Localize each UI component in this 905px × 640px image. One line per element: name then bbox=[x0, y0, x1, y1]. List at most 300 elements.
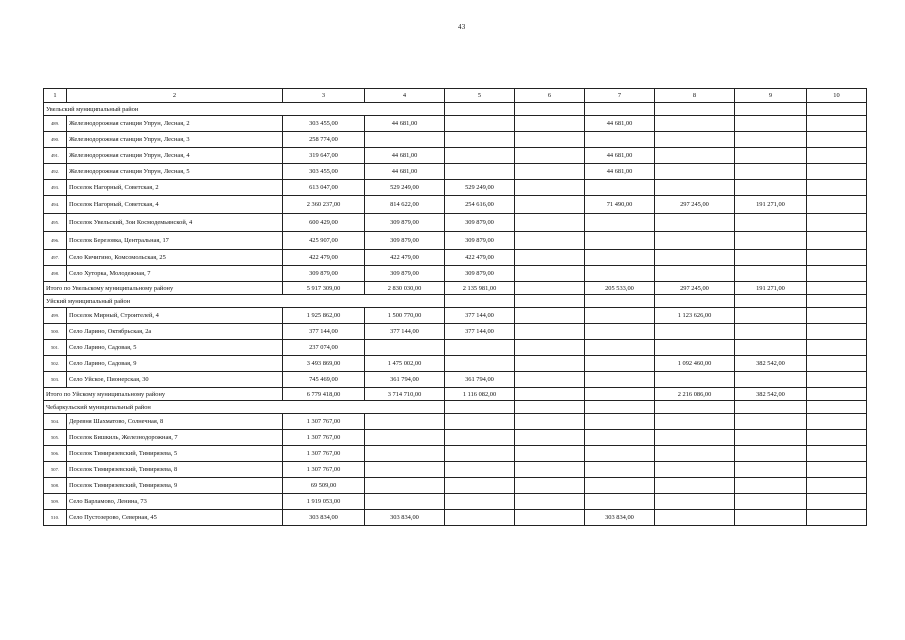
header-cell: 2 bbox=[67, 89, 283, 103]
row-number: 497. bbox=[44, 250, 67, 266]
value-cell bbox=[807, 324, 867, 340]
value-cell: 745 469,00 bbox=[283, 372, 365, 388]
row-number: 504. bbox=[44, 414, 67, 430]
value-cell bbox=[515, 462, 585, 478]
value-cell: 2 216 086,00 bbox=[655, 388, 735, 401]
value-cell bbox=[807, 232, 867, 250]
value-cell: 2 830 030,00 bbox=[365, 282, 445, 295]
value-cell bbox=[735, 266, 807, 282]
value-cell: 382 542,00 bbox=[735, 388, 807, 401]
value-cell bbox=[515, 414, 585, 430]
value-cell bbox=[515, 510, 585, 526]
value-cell bbox=[365, 414, 445, 430]
value-cell bbox=[655, 180, 735, 196]
value-cell bbox=[365, 494, 445, 510]
value-cell bbox=[735, 214, 807, 232]
value-cell bbox=[585, 414, 655, 430]
value-cell bbox=[515, 372, 585, 388]
value-cell: 44 681,00 bbox=[365, 164, 445, 180]
table-row bbox=[44, 446, 867, 462]
value-cell bbox=[735, 180, 807, 196]
value-cell: 1 307 767,00 bbox=[283, 430, 365, 446]
empty-cell bbox=[655, 295, 735, 308]
value-cell bbox=[655, 324, 735, 340]
header-cell: 1 bbox=[44, 89, 67, 103]
table-row bbox=[44, 372, 867, 388]
value-cell: 309 879,00 bbox=[365, 266, 445, 282]
table-row bbox=[44, 214, 867, 232]
value-cell bbox=[585, 266, 655, 282]
value-cell: 254 616,00 bbox=[445, 196, 515, 214]
value-cell: 309 879,00 bbox=[365, 214, 445, 232]
empty-cell bbox=[735, 295, 807, 308]
value-cell bbox=[655, 214, 735, 232]
empty-cell bbox=[585, 103, 655, 116]
value-cell bbox=[585, 372, 655, 388]
value-cell bbox=[445, 510, 515, 526]
value-cell bbox=[655, 478, 735, 494]
value-cell bbox=[735, 164, 807, 180]
value-cell: 309 879,00 bbox=[445, 214, 515, 232]
table-row bbox=[44, 462, 867, 478]
value-cell: 69 509,00 bbox=[283, 478, 365, 494]
value-cell bbox=[807, 462, 867, 478]
value-cell: 237 074,00 bbox=[283, 340, 365, 356]
value-cell bbox=[735, 372, 807, 388]
value-cell bbox=[445, 148, 515, 164]
address-cell: Село Кичигино, Комсомольская, 25 bbox=[67, 250, 283, 266]
header-cell: 9 bbox=[735, 89, 807, 103]
address-cell: Деревня Шахматово, Солнечная, 8 bbox=[67, 414, 283, 430]
table-row bbox=[44, 180, 867, 196]
value-cell bbox=[655, 446, 735, 462]
value-cell: 382 542,00 bbox=[735, 356, 807, 372]
value-cell bbox=[515, 250, 585, 266]
address-cell: Село Варламово, Ленина, 73 bbox=[67, 494, 283, 510]
value-cell: 425 907,00 bbox=[283, 232, 365, 250]
value-cell bbox=[735, 446, 807, 462]
value-cell: 1 475 002,00 bbox=[365, 356, 445, 372]
value-cell bbox=[515, 266, 585, 282]
value-cell: 303 834,00 bbox=[283, 510, 365, 526]
address-cell: Железнодорожная станция Упрун, Лесная, 4 bbox=[67, 148, 283, 164]
value-cell bbox=[807, 356, 867, 372]
total-label: Итого по Увельскому муниципальному району bbox=[44, 282, 283, 295]
value-cell: 303 834,00 bbox=[585, 510, 655, 526]
value-cell bbox=[735, 462, 807, 478]
value-cell: 309 879,00 bbox=[445, 232, 515, 250]
row-number: 495. bbox=[44, 214, 67, 232]
value-cell bbox=[807, 372, 867, 388]
total-label: Итого по Уйскому муниципальному району bbox=[44, 388, 283, 401]
value-cell bbox=[807, 282, 867, 295]
value-cell bbox=[585, 180, 655, 196]
value-cell bbox=[365, 430, 445, 446]
address-cell: Поселок Березовка, Центральная, 17 bbox=[67, 232, 283, 250]
address-cell: Село Пустозерово, Северная, 45 bbox=[67, 510, 283, 526]
value-cell: 814 622,00 bbox=[365, 196, 445, 214]
empty-cell bbox=[807, 103, 867, 116]
value-cell bbox=[807, 388, 867, 401]
page-number: 43 bbox=[458, 23, 466, 31]
value-cell bbox=[515, 356, 585, 372]
value-cell bbox=[807, 132, 867, 148]
value-cell bbox=[515, 478, 585, 494]
value-cell bbox=[585, 250, 655, 266]
value-cell: 303 455,00 bbox=[283, 164, 365, 180]
value-cell: 3 714 710,00 bbox=[365, 388, 445, 401]
value-cell bbox=[655, 430, 735, 446]
value-cell: 1 925 862,00 bbox=[283, 308, 365, 324]
address-cell: Поселок Нагорный, Советская, 4 bbox=[67, 196, 283, 214]
value-cell bbox=[515, 430, 585, 446]
row-number: 492. bbox=[44, 164, 67, 180]
value-cell bbox=[655, 266, 735, 282]
value-cell bbox=[655, 148, 735, 164]
table-row bbox=[44, 196, 867, 214]
address-cell: Поселок Увельский, Зои Космодемьянской, 4 bbox=[67, 214, 283, 232]
header-cell: 4 bbox=[365, 89, 445, 103]
value-cell bbox=[735, 250, 807, 266]
table-row bbox=[44, 132, 867, 148]
empty-cell bbox=[655, 401, 735, 414]
row-number: 491. bbox=[44, 148, 67, 164]
value-cell bbox=[515, 232, 585, 250]
value-cell: 44 681,00 bbox=[365, 148, 445, 164]
section-title: Чебаркульский муниципальный район bbox=[44, 401, 445, 414]
row-number: 489. bbox=[44, 116, 67, 132]
value-cell bbox=[807, 430, 867, 446]
header-cell: 3 bbox=[283, 89, 365, 103]
value-cell bbox=[585, 446, 655, 462]
row-number: 510. bbox=[44, 510, 67, 526]
value-cell: 303 455,00 bbox=[283, 116, 365, 132]
value-cell bbox=[735, 494, 807, 510]
value-cell bbox=[445, 116, 515, 132]
address-cell: Село Ларино, Октябрьская, 2а bbox=[67, 324, 283, 340]
empty-cell bbox=[655, 103, 735, 116]
address-cell: Село Уйское, Пионерская, 30 bbox=[67, 372, 283, 388]
value-cell: 205 533,00 bbox=[585, 282, 655, 295]
value-cell bbox=[807, 164, 867, 180]
value-cell bbox=[807, 116, 867, 132]
value-cell: 319 647,00 bbox=[283, 148, 365, 164]
value-cell bbox=[807, 446, 867, 462]
value-cell bbox=[515, 196, 585, 214]
value-cell bbox=[735, 116, 807, 132]
value-cell bbox=[807, 148, 867, 164]
table-row bbox=[44, 232, 867, 250]
value-cell bbox=[515, 446, 585, 462]
table-row bbox=[44, 510, 867, 526]
value-cell bbox=[445, 132, 515, 148]
value-cell bbox=[585, 388, 655, 401]
value-cell bbox=[585, 494, 655, 510]
value-cell bbox=[655, 250, 735, 266]
value-cell bbox=[585, 214, 655, 232]
value-cell bbox=[585, 340, 655, 356]
value-cell: 309 879,00 bbox=[283, 266, 365, 282]
address-cell: Село Ларино, Садовая, 5 bbox=[67, 340, 283, 356]
value-cell bbox=[807, 214, 867, 232]
address-cell: Железнодорожная станция Упрун, Лесная, 2 bbox=[67, 116, 283, 132]
value-cell: 422 479,00 bbox=[283, 250, 365, 266]
empty-cell bbox=[585, 295, 655, 308]
value-cell: 529 249,00 bbox=[365, 180, 445, 196]
value-cell: 1 307 767,00 bbox=[283, 414, 365, 430]
value-cell bbox=[735, 430, 807, 446]
empty-cell bbox=[445, 103, 515, 116]
empty-cell bbox=[445, 401, 515, 414]
header-cell: 10 bbox=[807, 89, 867, 103]
value-cell bbox=[585, 308, 655, 324]
value-cell: 1 919 053,00 bbox=[283, 494, 365, 510]
value-cell: 6 779 418,00 bbox=[283, 388, 365, 401]
empty-cell bbox=[807, 295, 867, 308]
address-cell: Железнодорожная станция Упрун, Лесная, 3 bbox=[67, 132, 283, 148]
value-cell bbox=[807, 478, 867, 494]
address-cell: Поселок Тимирязевский, Тимирязева, 9 bbox=[67, 478, 283, 494]
table-row bbox=[44, 250, 867, 266]
value-cell bbox=[515, 308, 585, 324]
value-cell bbox=[655, 232, 735, 250]
header-cell: 7 bbox=[585, 89, 655, 103]
row-number: 503. bbox=[44, 372, 67, 388]
value-cell: 297 245,00 bbox=[655, 196, 735, 214]
value-cell bbox=[807, 494, 867, 510]
value-cell bbox=[655, 414, 735, 430]
value-cell bbox=[515, 214, 585, 232]
empty-cell bbox=[585, 401, 655, 414]
value-cell: 309 879,00 bbox=[445, 266, 515, 282]
row-number: 505. bbox=[44, 430, 67, 446]
section-row bbox=[44, 295, 867, 308]
value-cell: 44 681,00 bbox=[585, 116, 655, 132]
value-cell bbox=[515, 388, 585, 401]
value-cell bbox=[515, 116, 585, 132]
table-row bbox=[44, 430, 867, 446]
value-cell bbox=[807, 266, 867, 282]
header-cell: 5 bbox=[445, 89, 515, 103]
value-cell bbox=[807, 414, 867, 430]
value-cell: 600 429,00 bbox=[283, 214, 365, 232]
value-cell bbox=[515, 494, 585, 510]
value-cell: 44 681,00 bbox=[365, 116, 445, 132]
register-table bbox=[43, 88, 867, 526]
value-cell bbox=[585, 430, 655, 446]
table-row bbox=[44, 324, 867, 340]
row-number: 496. bbox=[44, 232, 67, 250]
value-cell bbox=[807, 196, 867, 214]
row-number: 499. bbox=[44, 308, 67, 324]
row-number: 494. bbox=[44, 196, 67, 214]
table-row bbox=[44, 356, 867, 372]
value-cell: 377 144,00 bbox=[365, 324, 445, 340]
row-number: 507. bbox=[44, 462, 67, 478]
empty-cell bbox=[445, 295, 515, 308]
empty-cell bbox=[515, 295, 585, 308]
header-cell: 6 bbox=[515, 89, 585, 103]
value-cell bbox=[585, 462, 655, 478]
table-row bbox=[44, 266, 867, 282]
value-cell bbox=[735, 478, 807, 494]
value-cell: 258 774,00 bbox=[283, 132, 365, 148]
value-cell: 1 307 767,00 bbox=[283, 462, 365, 478]
value-cell: 422 479,00 bbox=[445, 250, 515, 266]
table-row bbox=[44, 148, 867, 164]
row-number: 493. bbox=[44, 180, 67, 196]
address-cell: Поселок Тимирязевский, Тимирязева, 5 bbox=[67, 446, 283, 462]
address-cell: Поселок Мирный, Строителей, 4 bbox=[67, 308, 283, 324]
value-cell bbox=[655, 116, 735, 132]
value-cell bbox=[445, 446, 515, 462]
table-row bbox=[44, 308, 867, 324]
empty-cell bbox=[735, 103, 807, 116]
value-cell: 1 123 626,00 bbox=[655, 308, 735, 324]
table-row bbox=[44, 164, 867, 180]
value-cell bbox=[655, 132, 735, 148]
value-cell bbox=[655, 340, 735, 356]
value-cell: 303 834,00 bbox=[365, 510, 445, 526]
value-cell bbox=[445, 462, 515, 478]
section-row bbox=[44, 401, 867, 414]
value-cell: 377 144,00 bbox=[445, 308, 515, 324]
value-cell: 191 271,00 bbox=[735, 196, 807, 214]
value-cell: 309 879,00 bbox=[365, 232, 445, 250]
row-number: 501. bbox=[44, 340, 67, 356]
value-cell bbox=[515, 324, 585, 340]
row-number: 500. bbox=[44, 324, 67, 340]
value-cell bbox=[807, 340, 867, 356]
value-cell bbox=[585, 232, 655, 250]
value-cell bbox=[735, 510, 807, 526]
value-cell bbox=[515, 148, 585, 164]
value-cell bbox=[365, 446, 445, 462]
row-number: 490. bbox=[44, 132, 67, 148]
value-cell: 1 092 460,00 bbox=[655, 356, 735, 372]
address-cell: Поселок Тимирязевский, Тимирязева, 8 bbox=[67, 462, 283, 478]
value-cell bbox=[585, 324, 655, 340]
row-number: 498. bbox=[44, 266, 67, 282]
row-number: 506. bbox=[44, 446, 67, 462]
value-cell bbox=[585, 356, 655, 372]
value-cell bbox=[655, 372, 735, 388]
table-row bbox=[44, 478, 867, 494]
value-cell bbox=[365, 132, 445, 148]
row-number: 502. bbox=[44, 356, 67, 372]
value-cell bbox=[807, 308, 867, 324]
header-row bbox=[44, 89, 867, 103]
value-cell bbox=[735, 324, 807, 340]
empty-cell bbox=[735, 401, 807, 414]
value-cell bbox=[807, 510, 867, 526]
address-cell: Поселок Нагорный, Советская, 2 bbox=[67, 180, 283, 196]
row-number: 508. bbox=[44, 478, 67, 494]
value-cell: 2 360 237,00 bbox=[283, 196, 365, 214]
value-cell: 44 681,00 bbox=[585, 148, 655, 164]
value-cell bbox=[365, 340, 445, 356]
value-cell bbox=[445, 414, 515, 430]
empty-cell bbox=[515, 401, 585, 414]
table-body bbox=[44, 89, 867, 526]
value-cell: 1 500 770,00 bbox=[365, 308, 445, 324]
value-cell: 377 144,00 bbox=[283, 324, 365, 340]
value-cell bbox=[655, 510, 735, 526]
value-cell: 1 307 767,00 bbox=[283, 446, 365, 462]
value-cell bbox=[515, 132, 585, 148]
value-cell: 361 794,00 bbox=[365, 372, 445, 388]
value-cell bbox=[655, 164, 735, 180]
value-cell bbox=[655, 494, 735, 510]
address-cell: Поселок Бишкиль, Железнодорожная, 7 bbox=[67, 430, 283, 446]
value-cell bbox=[735, 340, 807, 356]
value-cell: 71 490,00 bbox=[585, 196, 655, 214]
value-cell bbox=[365, 478, 445, 494]
value-cell: 5 917 309,00 bbox=[283, 282, 365, 295]
address-cell: Железнодорожная станция Упрун, Лесная, 5 bbox=[67, 164, 283, 180]
address-cell: Село Хуторка, Молодежная, 7 bbox=[67, 266, 283, 282]
value-cell: 377 144,00 bbox=[445, 324, 515, 340]
value-cell bbox=[445, 494, 515, 510]
value-cell bbox=[515, 180, 585, 196]
value-cell bbox=[655, 462, 735, 478]
value-cell: 44 681,00 bbox=[585, 164, 655, 180]
table-row bbox=[44, 340, 867, 356]
value-cell bbox=[515, 282, 585, 295]
value-cell bbox=[585, 478, 655, 494]
value-cell bbox=[445, 430, 515, 446]
section-title: Уйский муниципальный район bbox=[44, 295, 445, 308]
row-number: 509. bbox=[44, 494, 67, 510]
value-cell: 2 135 981,00 bbox=[445, 282, 515, 295]
section-row bbox=[44, 103, 867, 116]
value-cell bbox=[735, 148, 807, 164]
value-cell bbox=[735, 308, 807, 324]
value-cell: 613 047,00 bbox=[283, 180, 365, 196]
value-cell bbox=[807, 250, 867, 266]
value-cell: 361 794,00 bbox=[445, 372, 515, 388]
value-cell: 1 116 082,00 bbox=[445, 388, 515, 401]
section-title: Увельский муниципальный район bbox=[44, 103, 445, 116]
table-row bbox=[44, 494, 867, 510]
value-cell: 529 249,00 bbox=[445, 180, 515, 196]
address-cell: Село Ларино, Садовая, 9 bbox=[67, 356, 283, 372]
value-cell bbox=[515, 164, 585, 180]
value-cell bbox=[445, 478, 515, 494]
value-cell: 3 493 869,00 bbox=[283, 356, 365, 372]
empty-cell bbox=[515, 103, 585, 116]
empty-cell bbox=[807, 401, 867, 414]
value-cell bbox=[735, 132, 807, 148]
value-cell: 422 479,00 bbox=[365, 250, 445, 266]
value-cell bbox=[445, 164, 515, 180]
value-cell bbox=[735, 232, 807, 250]
value-cell bbox=[445, 356, 515, 372]
header-cell: 8 bbox=[655, 89, 735, 103]
value-cell bbox=[735, 414, 807, 430]
table-row bbox=[44, 116, 867, 132]
table-row bbox=[44, 414, 867, 430]
value-cell bbox=[515, 340, 585, 356]
value-cell: 297 245,00 bbox=[655, 282, 735, 295]
value-cell bbox=[365, 462, 445, 478]
value-cell bbox=[807, 180, 867, 196]
total-row bbox=[44, 282, 867, 295]
value-cell bbox=[445, 340, 515, 356]
value-cell bbox=[585, 132, 655, 148]
total-row bbox=[44, 388, 867, 401]
value-cell: 191 271,00 bbox=[735, 282, 807, 295]
